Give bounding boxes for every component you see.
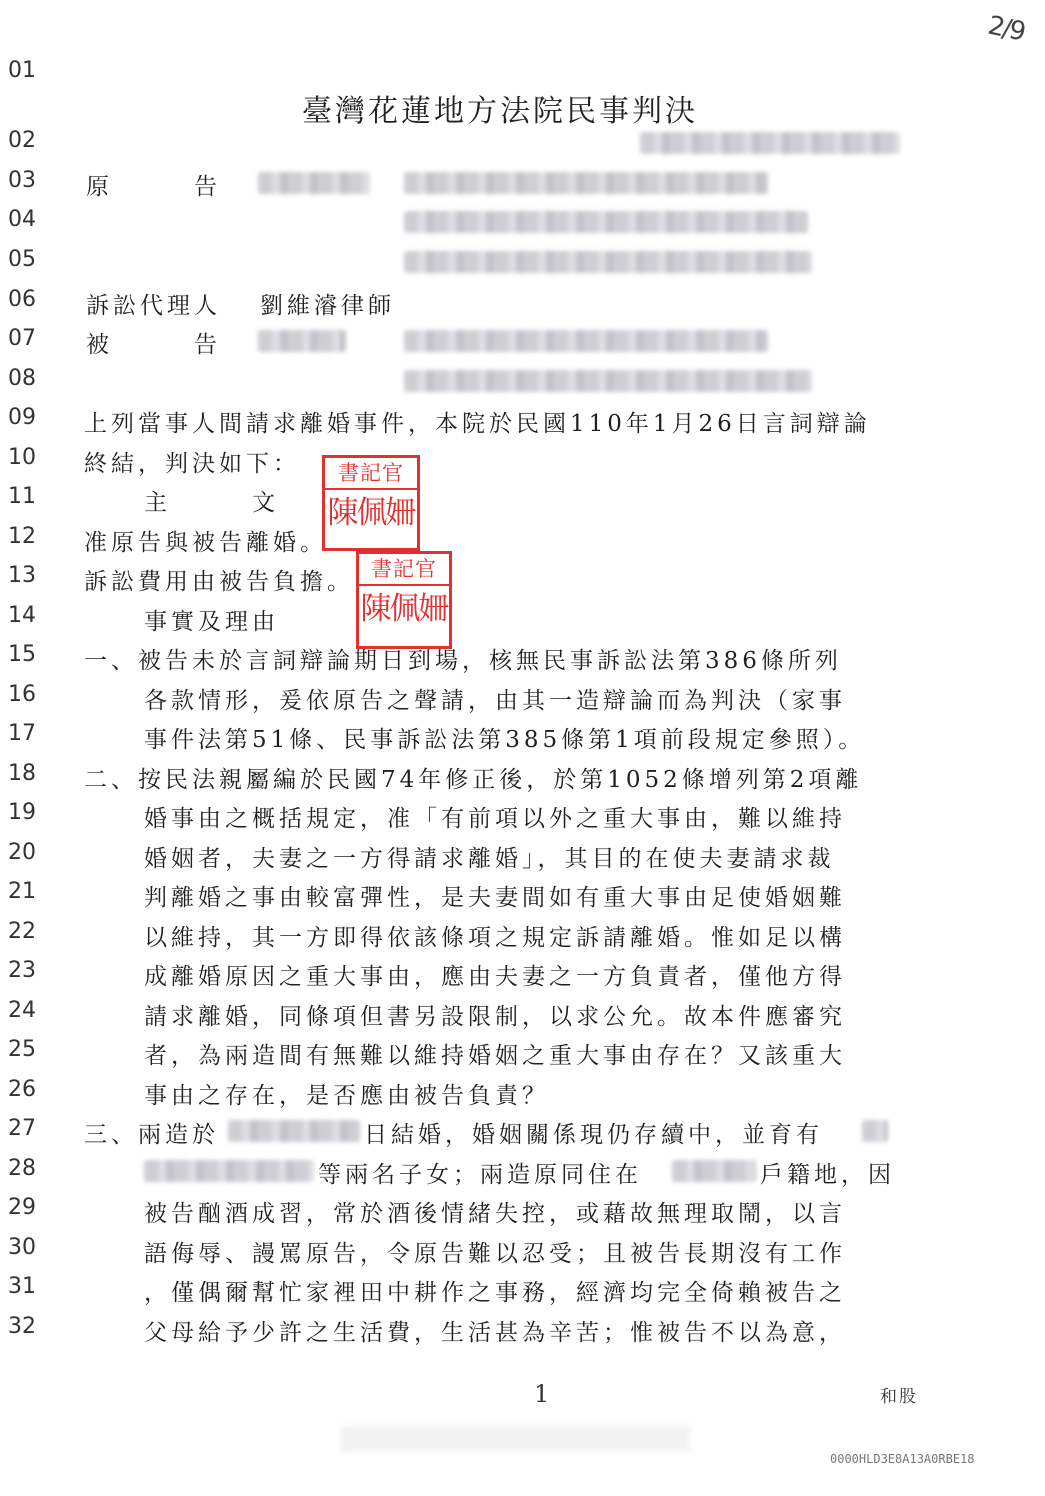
redacted-children-names xyxy=(144,1160,314,1182)
body-line: 事件法第51條、民事訴訟法第385條第1項前段規定參照）。 xyxy=(144,727,866,753)
line-number: 09 xyxy=(8,405,36,430)
line-number: 01 xyxy=(8,58,36,83)
body-line: 成離婚原因之重大事由，應由夫妻之一方負責者，僅他方得 xyxy=(144,964,846,990)
body-line: 婚姻者，夫妻之一方得請求離婚」，其目的在使夫妻請求裁 xyxy=(144,846,835,872)
redacted-residence xyxy=(672,1160,756,1182)
line-number: 02 xyxy=(8,128,36,153)
line-number: 17 xyxy=(8,721,36,746)
body-line-segment: 三、兩造於 xyxy=(84,1122,219,1148)
line-number: 15 xyxy=(8,642,36,667)
agent-label: 訴訟代理人 xyxy=(86,293,221,319)
body-line: 以維持，其一方即得依該條項之規定訴請離婚。惟如足以構 xyxy=(144,925,846,951)
clerk-seal xyxy=(322,455,420,551)
document-title: 臺灣花蓮地方法院民事判決 xyxy=(302,94,698,129)
line-number: 04 xyxy=(8,207,36,232)
document-code: 0000HLD3E8A13A0RBE18 xyxy=(830,1452,975,1466)
redacted-plaintiff-name xyxy=(258,172,370,194)
line-number: 24 xyxy=(8,998,36,1023)
clerk-seal xyxy=(356,551,452,649)
seal-title: 書記官 xyxy=(325,458,417,490)
line-number: 11 xyxy=(8,484,36,509)
body-line: 語侮辱、謾罵原告，令原告難以忍受；且被告長期沒有工作 xyxy=(144,1241,846,1267)
body-line-segment: 戶籍地，因 xyxy=(760,1162,895,1188)
line-number: 26 xyxy=(8,1077,36,1102)
redacted-child-name xyxy=(862,1120,888,1142)
line-number: 25 xyxy=(8,1037,36,1062)
line-number: 21 xyxy=(8,879,36,904)
line-number: 30 xyxy=(8,1235,36,1260)
line-number: 20 xyxy=(8,840,36,865)
line-number: 18 xyxy=(8,761,36,786)
redacted-plaintiff-address-2 xyxy=(404,211,808,233)
page-number: 1 xyxy=(534,1380,550,1408)
line-number: 13 xyxy=(8,563,36,588)
redacted-defendant-address-2 xyxy=(404,370,812,392)
line-number: 10 xyxy=(8,445,36,470)
body-line: 者，為兩造間有無難以維持婚姻之重大事由存在？又該重大 xyxy=(144,1043,846,1069)
body-line: 被告酗酒成習，常於酒後情緒失控，或藉故無理取鬧，以言 xyxy=(144,1201,846,1227)
court-section: 和股 xyxy=(880,1387,918,1407)
section-heading-facts: 事實及理由 xyxy=(144,609,279,635)
body-line-segment: 等兩名子女；兩造原同住在 xyxy=(318,1162,642,1188)
redacted-defendant-name xyxy=(258,330,346,352)
line-number: 19 xyxy=(8,800,36,825)
body-line: 事由之存在，是否應由被告負責？ xyxy=(144,1083,549,1109)
body-line: 婚事由之概括規定，准「有前項以外之重大事由，難以維持 xyxy=(144,806,846,832)
body-line: 父母給予少許之生活費，生活甚為辛苦；惟被告不以為意， xyxy=(144,1320,846,1346)
line-number: 32 xyxy=(8,1314,36,1339)
line-number: 03 xyxy=(8,168,36,193)
line-number: 14 xyxy=(8,603,36,628)
seal-name: 陳佩姍 xyxy=(327,495,415,531)
redacted-defendant-address xyxy=(404,330,768,352)
body-line: 請求離婚，同條項但書另設限制，以求公允。故本件應審究 xyxy=(144,1004,846,1030)
body-line: 訴訟費用由被告負擔。 xyxy=(84,569,354,595)
page-count-mark: 2/9 xyxy=(985,10,1027,48)
line-number: 16 xyxy=(8,682,36,707)
body-line: 上列當事人間請求離婚事件，本院於民國110年1月26日言詞辯論 xyxy=(84,411,871,437)
body-line: 准原告與被告離婚。 xyxy=(84,530,327,556)
body-line: 一、被告未於言詞辯論期日到場，核無民事訴訟法第386條所列 xyxy=(84,648,842,674)
line-number: 31 xyxy=(8,1274,36,1299)
line-number: 08 xyxy=(8,366,36,391)
redacted-case-number xyxy=(640,132,900,154)
plaintiff-label: 原 告 xyxy=(86,174,221,200)
line-number: 27 xyxy=(8,1116,36,1141)
agent-name: 劉維濬律師 xyxy=(260,293,395,319)
body-line: 二、按民法親屬編於民國74年修正後，於第1052條增列第2項離 xyxy=(84,767,863,793)
redacted-plaintiff-address xyxy=(404,172,768,194)
seal-title: 書記官 xyxy=(359,554,449,586)
body-line: 終結，判決如下： xyxy=(84,451,300,477)
line-number: 29 xyxy=(8,1195,36,1220)
line-number: 12 xyxy=(8,524,36,549)
seal-name: 陳佩姍 xyxy=(360,591,448,627)
redacted-plaintiff-address-3 xyxy=(404,251,812,273)
bleed-through-text xyxy=(340,1426,690,1452)
body-line: 判離婚之事由較富彈性，是夫妻間如有重大事由足使婚姻難 xyxy=(144,885,846,911)
line-number: 06 xyxy=(8,287,36,312)
defendant-label: 被 告 xyxy=(86,332,221,358)
body-line: ，僅偶爾幫忙家裡田中耕作之事務，經濟均完全倚賴被告之 xyxy=(144,1280,846,1306)
line-number: 05 xyxy=(8,247,36,272)
line-number: 07 xyxy=(8,326,36,351)
body-line-segment: 日結婚，婚姻關係現仍存續中，並育有 xyxy=(364,1122,823,1148)
line-number: 28 xyxy=(8,1156,36,1181)
body-line: 各款情形，爰依原告之聲請，由其一造辯論而為判決（家事 xyxy=(144,688,846,714)
redacted-marriage-date xyxy=(228,1120,360,1142)
line-number: 23 xyxy=(8,958,36,983)
section-heading-main-text: 主 文 xyxy=(144,490,279,516)
line-number: 22 xyxy=(8,919,36,944)
